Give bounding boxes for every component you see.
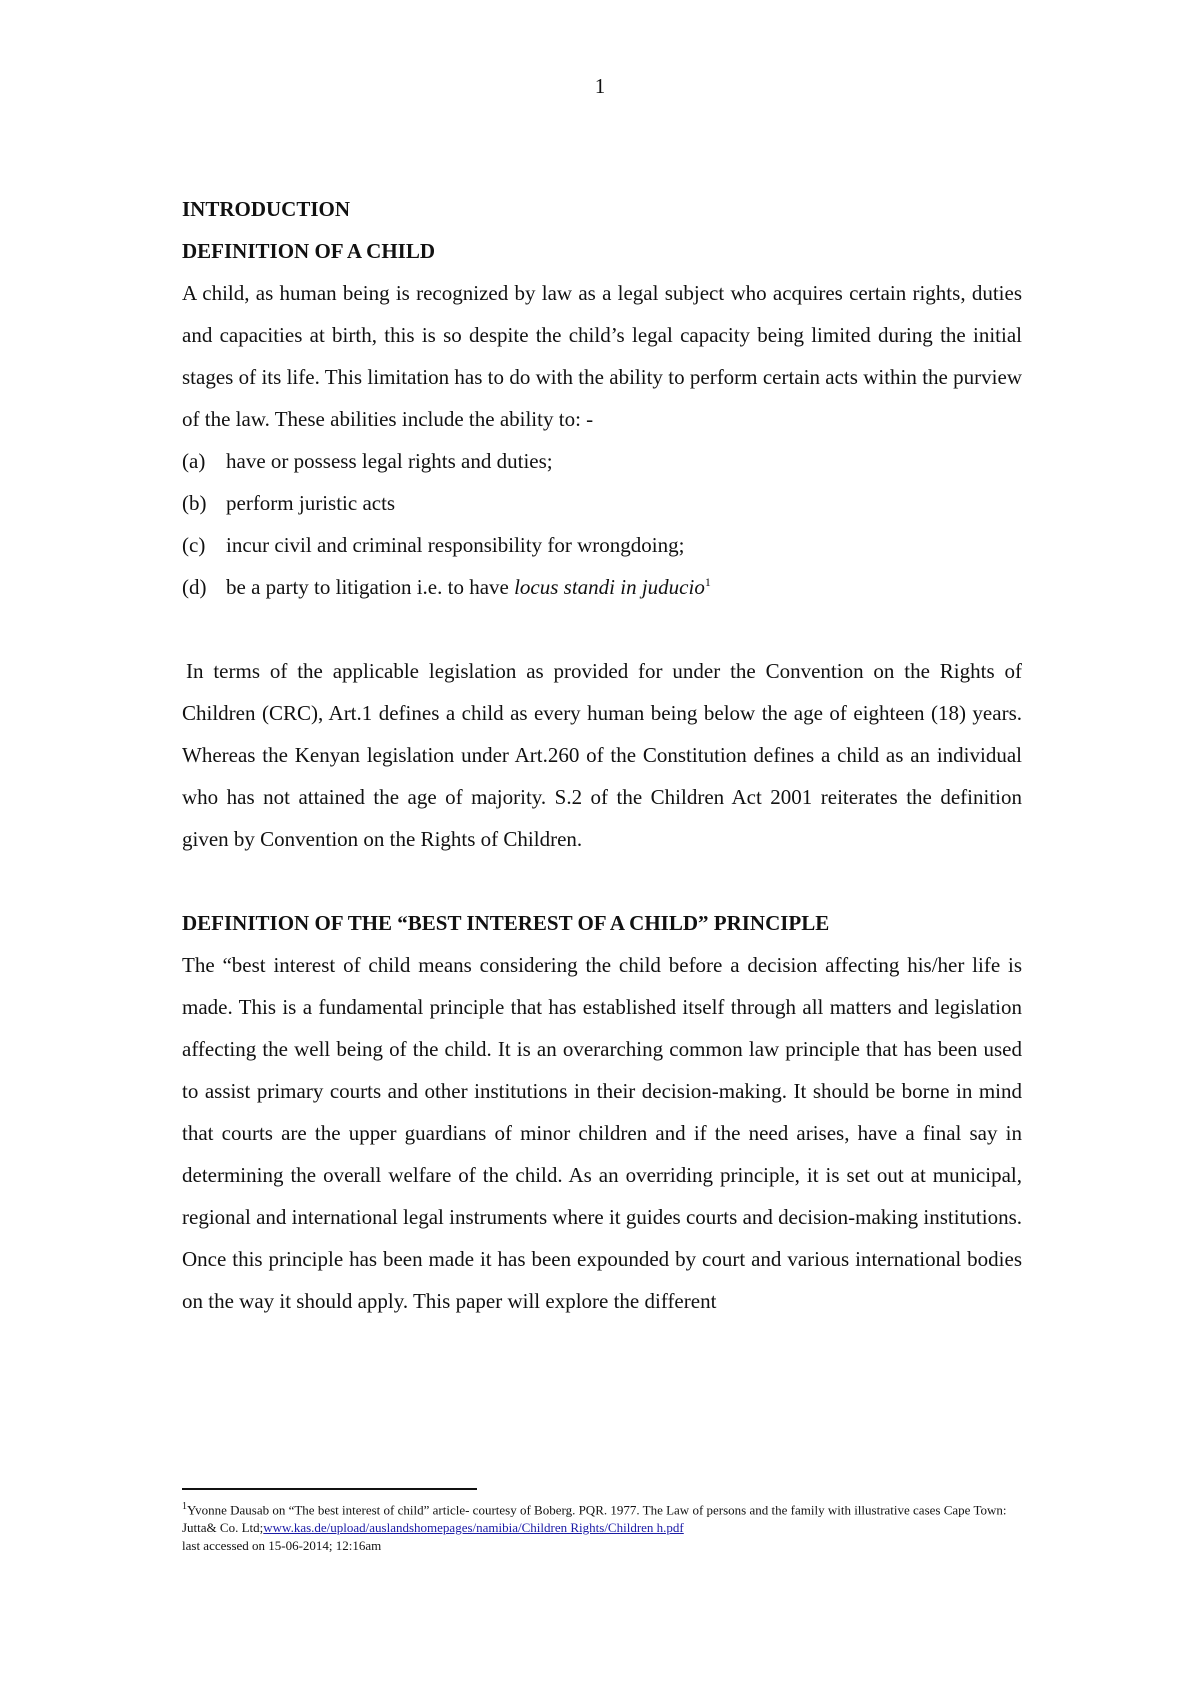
heading-introduction: INTRODUCTION xyxy=(182,197,351,221)
list-item-label: (c) xyxy=(182,533,206,557)
list-item-text-wrapper xyxy=(226,566,711,608)
footnote-link[interactable]: www.kas.de/upload/auslandshomepages/namibia/Children Rights/Children h.pdf xyxy=(263,1520,684,1536)
list-item-label: (d) xyxy=(182,575,207,599)
list-item xyxy=(182,566,1022,608)
heading-definition-child: DEFINITION OF A CHILD xyxy=(182,239,436,263)
paragraph-best-interest: The “best interest of child means considering the child before a decision affecting his/her life is made. This is a fundamental principle that has established itself through all matters and legislation affecting the well being of the child. It is an overarching common law principle that has been used to assist primary courts and other institutions in their decision-making. It should be borne in mind that courts are the upper guardians of minor children and if the need arises, have a final say in determining the overall welfare of the child. As an overriding principle, it is set out at municipal, regional and international legal instruments where it guides courts and decision-making institutions. Once this principle has been made it has been expounded by court and various international bodies on the way it should apply. This paper will explore the different xyxy=(182,953,1022,1313)
latin-term: locus standi in juducio xyxy=(514,575,705,599)
list-item xyxy=(182,440,1022,482)
paragraph-legislation: In terms of the applicable legislation as provided for under the Convention on the Rights of Children (CRC), Art.1 defines a child as every human being below the age of eighteen (18) years. Whereas the Kenyan legislation under Art.260 of the Constitution defines a child as an individual who has not attained the age of majority. S.2 of the Children Act 2001 reiterates the definition given by Convention on the Rights of Children. xyxy=(182,659,1022,851)
document-body xyxy=(182,188,1022,1322)
footnote-number: 1 xyxy=(182,1501,187,1512)
list-item-label: (a) xyxy=(182,449,206,473)
list-item-text: incur civil and criminal responsibility for wrongdoing; xyxy=(226,533,685,557)
paragraph-child-legal-subject: A child, as human being is recognized by law as a legal subject who acquires certain rights, duties and capacities at birth, this is so despite the child’s legal capacity being limited during the initial stages of its life. This limitation has to do with the ability to perform certain acts within the purview of the law. These abilities include the ability to: - xyxy=(182,281,1022,431)
list-item-text: be a party to litigation i.e. to have xyxy=(226,575,515,599)
footnote-text: Yvonne Dausab on “The best interest of child” article- courtesy of Boberg. PQR. 1977. The Law of persons and the family with illustrative cases Cape Town: Jutta& Co. Ltd; xyxy=(182,1502,1007,1536)
footnote xyxy=(182,1498,1022,1555)
list-item xyxy=(182,524,1022,566)
list-item xyxy=(182,482,1022,524)
footnote-separator xyxy=(182,1488,477,1490)
footnote-accessed: last accessed on 15-06-2014; 12:16am xyxy=(182,1538,382,1554)
abilities-list xyxy=(182,440,1022,608)
heading-best-interest: DEFINITION OF THE “BEST INTEREST OF A CHILD” PRINCIPLE xyxy=(182,911,830,935)
list-item-text: have or possess legal rights and duties; xyxy=(226,449,553,473)
list-item-text: perform juristic acts xyxy=(226,491,396,515)
page-number: 1 xyxy=(594,74,606,98)
list-item-label: (b) xyxy=(182,491,207,515)
footnote-reference[interactable]: 1 xyxy=(704,575,711,589)
